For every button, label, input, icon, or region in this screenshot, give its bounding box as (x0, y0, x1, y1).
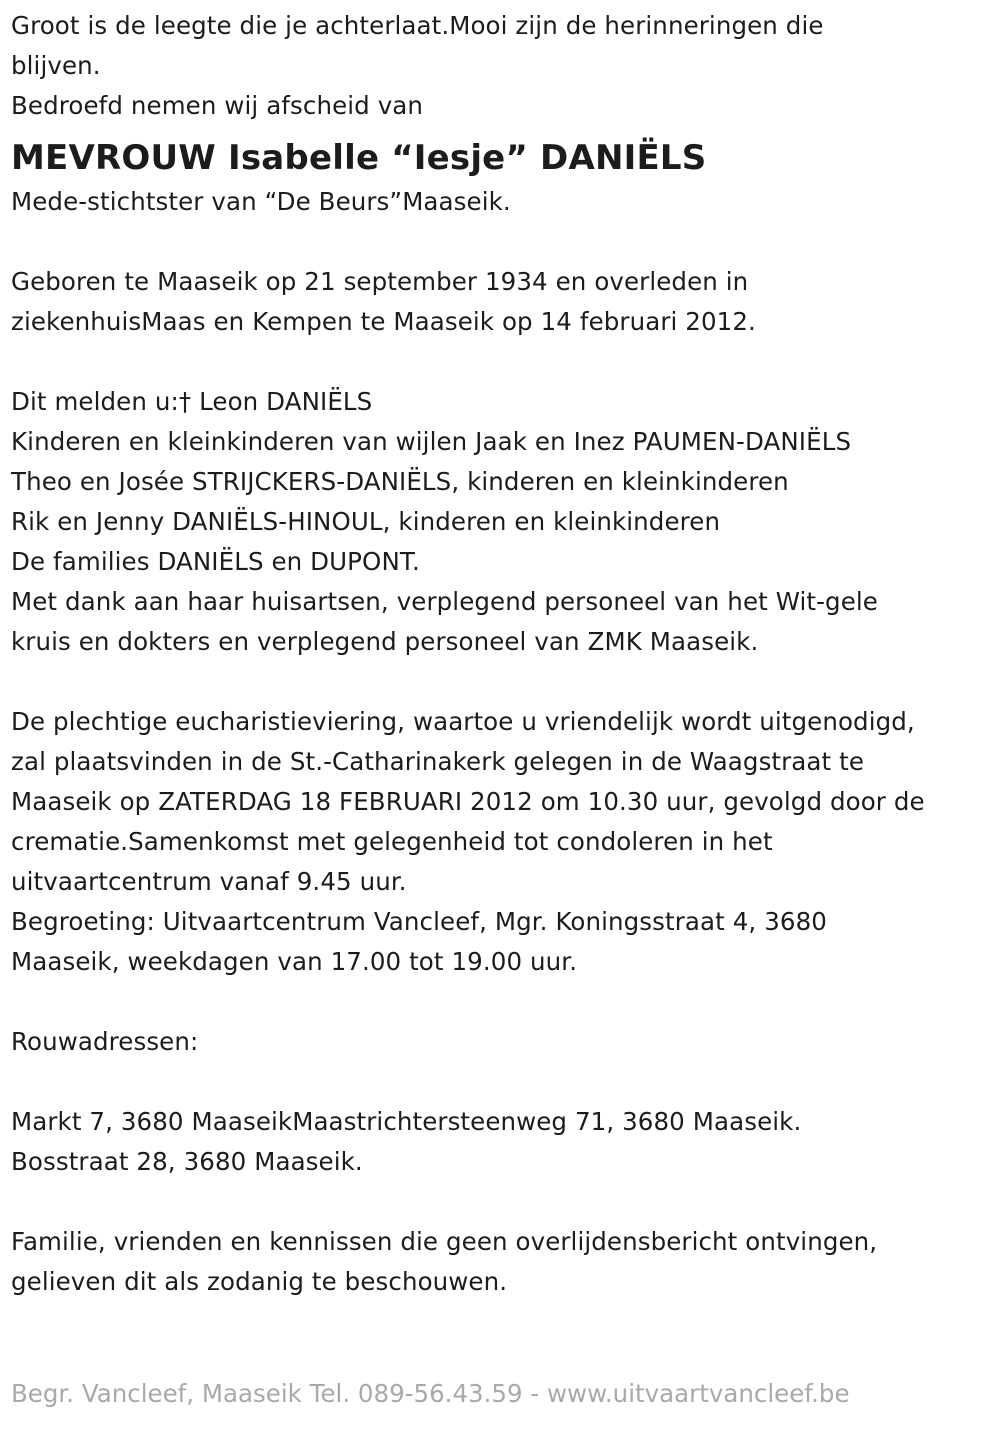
address-line: Bosstraat 28, 3680 Maaseik. (11, 1147, 363, 1176)
intro-line: Bedroefd nemen wij afscheid van (11, 91, 424, 120)
spacer (11, 222, 990, 262)
spacer (11, 342, 990, 382)
closing-line: Familie, vrienden en kennissen die geen overlijdensbericht ontvingen, (11, 1227, 878, 1256)
birth-line: Geboren te Maaseik op 21 september 1934 en overleden in (11, 267, 749, 296)
deceased-subtitle: Mede-stichtster van “De Beurs”Maaseik. (11, 187, 511, 216)
addresses-section (11, 1102, 990, 1182)
addresses-label: Rouwadressen: (11, 1027, 199, 1056)
family-line: Rik en Jenny DANIËLS-HINOUL, kinderen en kleinkinderen (11, 507, 721, 536)
deceased-name: MEVROUW Isabelle “Iesje” DANIËLS (11, 138, 707, 178)
intro-line: Groot is de leegte die je achterlaat.Mooi zijn de herinneringen die (11, 11, 824, 40)
family-line: Theo en Josée STRIJCKERS-DANIËLS, kinderen en kleinkinderen (11, 467, 789, 496)
birth-death-section (11, 262, 990, 342)
birth-line: ziekenhuisMaas en Kempen te Maaseik op 14 februari 2012. (11, 307, 756, 336)
family-line: kruis en dokters en verplegend personeel van ZMK Maaseik. (11, 627, 759, 656)
spacer (11, 982, 990, 1022)
family-section (11, 382, 990, 662)
address-line: Markt 7, 3680 MaaseikMaastrichtersteenweg 71, 3680 Maaseik. (11, 1107, 802, 1136)
ceremony-line: crematie.Samenkomst met gelegenheid tot condoleren in het (11, 827, 773, 856)
ceremony-section (11, 702, 990, 982)
family-line: Kinderen en kleinkinderen van wijlen Jaak en Inez PAUMEN-DANIËLS (11, 427, 852, 456)
ceremony-line: uitvaartcentrum vanaf 9.45 uur. (11, 867, 407, 896)
ceremony-line: zal plaatsvinden in de St.-Catharinakerk gelegen in de Waagstraat te (11, 747, 865, 776)
ceremony-line: De plechtige eucharistieviering, waartoe u vriendelijk wordt uitgenodigd, (11, 707, 915, 736)
ceremony-line: Begroeting: Uitvaartcentrum Vancleef, Mgr. Koningsstraat 4, 3680 (11, 907, 827, 936)
spacer (11, 1182, 990, 1222)
family-line: De families DANIËLS en DUPONT. (11, 547, 420, 576)
closing-line: gelieven dit als zodanig te beschouwen. (11, 1267, 508, 1296)
funeral-home-footer: Begr. Vancleef, Maaseik Tel. 089-56.43.59 - www.uitvaartvancleef.be (11, 1379, 850, 1408)
intro-section (11, 6, 990, 126)
ceremony-line: Maaseik op ZATERDAG 18 FEBRUARI 2012 om 10.30 uur, gevolgd door de (11, 787, 925, 816)
family-line: Dit melden u:† Leon DANIËLS (11, 387, 373, 416)
ceremony-line: Maaseik, weekdagen van 17.00 tot 19.00 uur. (11, 947, 578, 976)
spacer (11, 662, 990, 702)
intro-line: blijven. (11, 51, 101, 80)
family-line: Met dank aan haar huisartsen, verplegend personeel van het Wit-gele (11, 587, 878, 616)
closing-section (11, 1222, 990, 1302)
spacer (11, 1062, 990, 1102)
